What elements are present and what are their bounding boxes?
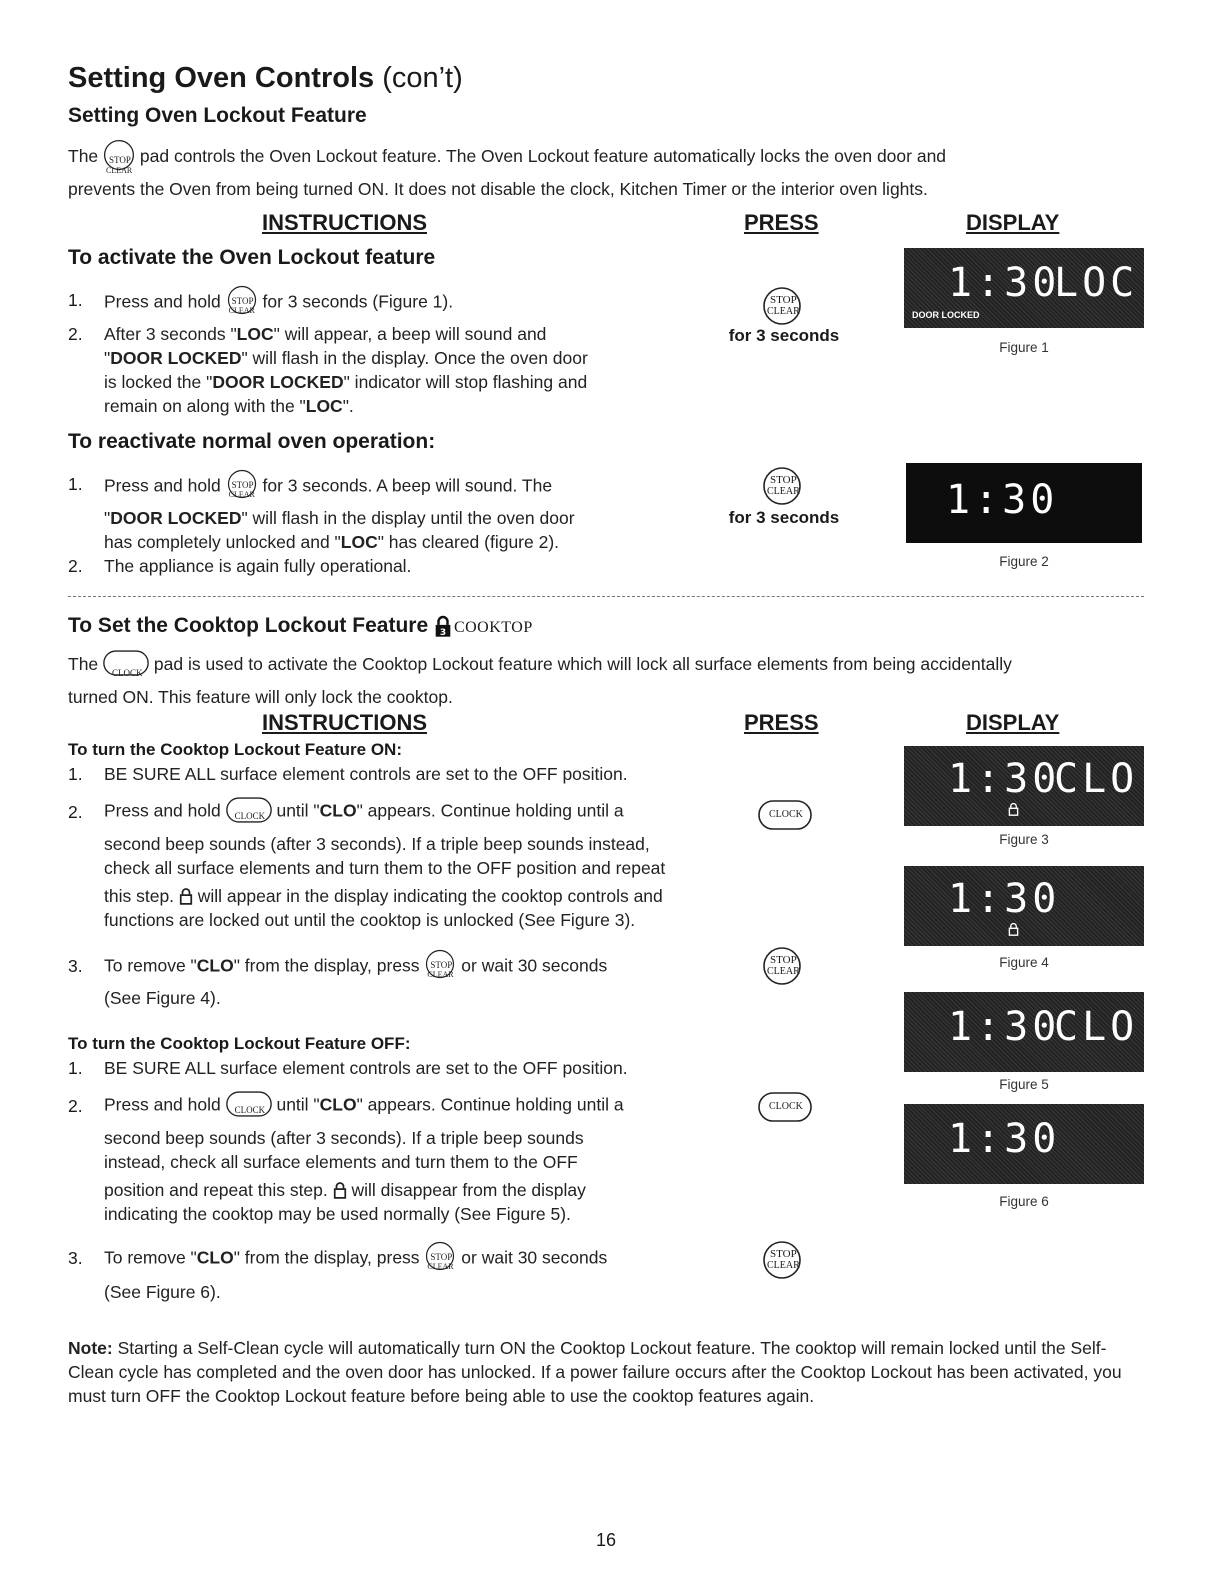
- activate-heading: To activate the Oven Lockout feature: [68, 246, 436, 269]
- display-time: 1:30: [946, 477, 1059, 523]
- note-paragraph: [68, 1336, 1148, 1408]
- section-divider: [68, 596, 1144, 597]
- step-number: 1.: [68, 1058, 83, 1078]
- t: To remove ": [104, 955, 197, 976]
- display-figure-5: [904, 992, 1144, 1072]
- intro-text-cont: pad is used to activate the Cooktop Lockout feature which will lock all surface elements from being accidentally: [149, 654, 1012, 674]
- clear-label: CLEAR: [767, 486, 800, 497]
- figure-caption: Figure 4: [999, 955, 1049, 970]
- t: check all surface elements and turn them to the OFF position and repeat: [104, 858, 666, 878]
- t: Press and hold: [104, 1094, 226, 1115]
- step-number: 3.: [68, 956, 83, 976]
- t: will appear in the display indicating the cooktop controls and: [192, 886, 663, 906]
- figure-caption: Figure 1: [999, 340, 1049, 355]
- stop-clear-pad-icon: [424, 1241, 456, 1271]
- display-word: LOC: [1054, 260, 1139, 306]
- stop-label: STOP: [231, 480, 254, 490]
- t: this step.: [104, 886, 179, 906]
- clear-label: CLEAR: [427, 970, 454, 979]
- step-number: 2.: [68, 324, 83, 344]
- step-number: 1.: [68, 764, 83, 784]
- t: until ": [271, 1094, 320, 1115]
- t: functions are locked out until the cooktop is unlocked (See Figure 3).: [104, 910, 636, 930]
- b: CLO: [196, 1247, 234, 1268]
- off-step-3: [104, 1244, 734, 1274]
- t: until ": [271, 800, 320, 821]
- t: " from the display, press: [233, 955, 425, 976]
- clock-label: CLOCK: [112, 668, 143, 679]
- t: is locked the ": [104, 372, 213, 392]
- activate-step-1: [104, 288, 664, 318]
- t: for 3 seconds. A beep will sound. The: [257, 475, 553, 496]
- display-time: 1:30: [948, 260, 1061, 306]
- t: or wait 30 seconds: [456, 955, 608, 976]
- stop-label: STOP: [109, 155, 131, 166]
- t: Press and hold: [104, 800, 226, 821]
- t: or wait 30 seconds: [456, 1247, 608, 1268]
- intro-text: The: [68, 654, 104, 674]
- t: has completely unlocked and ": [104, 532, 341, 552]
- stop-clear-pad-icon: [762, 946, 802, 986]
- step-number: 2.: [68, 1096, 83, 1116]
- reactivate-step-1: [104, 472, 704, 502]
- t: ": [104, 348, 111, 368]
- on-step-1: BE SURE ALL surface element controls are set to the OFF position.: [104, 764, 628, 784]
- clear-label: CLEAR: [767, 306, 800, 317]
- title-normal: (con’t): [374, 62, 463, 94]
- col-display: DISPLAY: [966, 710, 1060, 735]
- figure-caption: Figure 3: [999, 832, 1049, 847]
- cooktop-label: COOKTOP: [453, 619, 533, 636]
- clear-label: CLEAR: [427, 1262, 454, 1271]
- reactivate-heading: To reactivate normal oven operation:: [68, 430, 436, 453]
- clear-label: CLEAR: [228, 490, 255, 499]
- figure-caption: Figure 5: [999, 1077, 1049, 1092]
- clock-pad-icon: [103, 649, 149, 677]
- on-step-2-cont2: [104, 884, 734, 932]
- stop-clear-pad-icon: [424, 949, 456, 979]
- intro-text-cont: pad controls the Oven Lockout feature. The Oven Lockout feature automatically locks the oven door and: [135, 146, 947, 166]
- step-number: 1.: [68, 474, 83, 494]
- clock-pad-icon: [758, 800, 812, 830]
- step-number: 1.: [68, 290, 83, 310]
- clock-label: CLOCK: [769, 1101, 803, 1112]
- col-press: PRESS: [744, 710, 819, 735]
- stop-clear-pad-icon: [762, 286, 802, 326]
- b: CLO: [196, 955, 234, 976]
- title-bold: Setting Oven Controls: [68, 62, 375, 94]
- display-figure-6: [904, 1104, 1144, 1184]
- lock-icon: [1008, 922, 1019, 939]
- stop-label: STOP: [770, 1248, 797, 1260]
- t: position and repeat this step.: [104, 1180, 333, 1200]
- intro-line2: prevents the Oven from being turned ON. It does not disable the clock, Kitchen Timer or the interior oven lights.: [68, 179, 928, 200]
- activate-step-2: [104, 322, 704, 418]
- t: " will flash in the display until the oven door: [241, 508, 575, 528]
- stop-clear-pad-icon: [103, 139, 135, 176]
- intro-text: The: [68, 146, 104, 166]
- b: CLO: [319, 1094, 357, 1115]
- step-text-cont: for 3 seconds (Figure 1).: [257, 291, 454, 312]
- press-duration-label: for 3 seconds: [728, 508, 840, 527]
- note-text: Starting a Self-Clean cycle will automatically turn ON the Cooktop Lockout feature. The cooktop will remain locked until the Self-Clean cycle has completed and the oven door has unlocked. If a power failure occurs after the Cooktop Lockout has been activated, you must turn OFF the Cooktop Lockout feature before being able to use the cooktop features again.: [68, 1338, 1122, 1406]
- b: LOC: [236, 324, 274, 344]
- t: Press and hold: [104, 475, 226, 496]
- display-time: 1:30: [948, 876, 1061, 922]
- note-label: Note:: [68, 1338, 113, 1358]
- intro-line2: turned ON. This feature will only lock the cooktop.: [68, 687, 453, 707]
- t: second beep sounds (after 3 seconds). If a triple beep sounds instead,: [104, 834, 650, 854]
- stop-clear-pad-icon: [762, 1240, 802, 1280]
- oven-intro: [68, 140, 1158, 206]
- t: ": [104, 508, 111, 528]
- b: CLO: [319, 800, 357, 821]
- b: LOC: [305, 396, 343, 416]
- stop-label: STOP: [770, 294, 797, 306]
- cooktop-intro: [68, 648, 1158, 714]
- lock-icon: [333, 1181, 347, 1199]
- t: ".: [342, 396, 354, 416]
- stop-clear-pad-icon: [226, 469, 258, 499]
- display-time: 1:30: [948, 1004, 1061, 1050]
- t: " from the display, press: [233, 1247, 425, 1268]
- stop-label: STOP: [231, 296, 254, 306]
- stop-clear-pad-icon: [226, 285, 258, 315]
- stop-label: STOP: [770, 954, 797, 966]
- door-locked-indicator: DOOR LOCKED: [912, 310, 980, 320]
- display-time: 1:30: [948, 756, 1061, 802]
- display-figure-3: [904, 746, 1144, 826]
- display-figure-4: [904, 866, 1144, 946]
- display-word: CLO: [1054, 1004, 1139, 1050]
- clear-label: CLEAR: [106, 166, 133, 176]
- col-display: DISPLAY: [966, 210, 1060, 235]
- figure-caption: Figure 6: [999, 1194, 1049, 1209]
- page-title: [68, 62, 463, 95]
- col-press: PRESS: [744, 210, 819, 235]
- clock-pad-icon: [758, 1092, 812, 1122]
- off-step-2-cont: [104, 1126, 724, 1174]
- on-step-2-cont: [104, 832, 734, 880]
- figure-caption: Figure 2: [999, 554, 1049, 569]
- on-step-2: [104, 798, 724, 826]
- display-figure-2: [906, 463, 1142, 543]
- display-figure-1: [904, 248, 1144, 328]
- b: LOC: [340, 532, 378, 552]
- clock-label: CLOCK: [234, 811, 266, 821]
- reactivate-step-2: The appliance is again fully operational.: [104, 556, 412, 576]
- clear-label: CLEAR: [228, 306, 255, 315]
- on-step-3-cont: (See Figure 4).: [104, 988, 221, 1008]
- step-number: 3.: [68, 1248, 83, 1268]
- display-word: CLO: [1054, 756, 1139, 802]
- t: second beep sounds (after 3 seconds). If a triple beep sounds: [104, 1128, 584, 1148]
- clock-label: CLOCK: [234, 1105, 266, 1115]
- off-step-2: [104, 1092, 724, 1120]
- t: instead, check all surface elements and turn them to the OFF: [104, 1152, 578, 1172]
- step-number: 2.: [68, 556, 83, 576]
- clock-label: CLOCK: [769, 809, 803, 820]
- svg-text:3: 3: [439, 628, 447, 638]
- step-number: 2.: [68, 802, 83, 822]
- clear-label: CLEAR: [767, 1260, 800, 1271]
- stop-label: STOP: [770, 474, 797, 486]
- cooktop-off-heading: To turn the Cooktop Lockout Feature OFF:: [68, 1034, 411, 1053]
- off-step-3-cont: (See Figure 6).: [104, 1282, 221, 1302]
- t: " has cleared (figure 2).: [377, 532, 560, 552]
- press-duration-label: for 3 seconds: [728, 326, 840, 345]
- heading-text: To Set the Cooktop Lockout Feature: [68, 614, 434, 637]
- t: To remove ": [104, 1247, 197, 1268]
- t: indicating the cooktop may be used normally (See Figure 5).: [104, 1204, 571, 1224]
- stop-label: STOP: [430, 1252, 453, 1262]
- b: DOOR LOCKED: [110, 348, 242, 368]
- col-instructions: INSTRUCTIONS: [262, 710, 427, 735]
- clear-label: CLEAR: [767, 966, 800, 977]
- stop-label: STOP: [430, 960, 453, 970]
- section-subtitle: Setting Oven Lockout Feature: [68, 104, 367, 127]
- off-step-1: BE SURE ALL surface element controls are set to the OFF position.: [104, 1058, 628, 1078]
- clock-pad-icon: [226, 1090, 272, 1118]
- col-instructions: INSTRUCTIONS: [262, 210, 427, 235]
- page-number: 16: [595, 1530, 617, 1550]
- lock-icon: [1008, 802, 1019, 819]
- off-step-2-cont2: [104, 1178, 724, 1226]
- lock-icon: [179, 887, 193, 905]
- stop-clear-pad-icon: [762, 466, 802, 506]
- display-time: 1:30: [948, 1116, 1061, 1162]
- on-step-3: [104, 952, 734, 982]
- cooktop-heading: [68, 614, 533, 638]
- t: After 3 seconds ": [104, 324, 237, 344]
- t: " indicator will stop flashing and: [343, 372, 588, 392]
- reactivate-step-1-cont: [104, 506, 704, 554]
- b: DOOR LOCKED: [212, 372, 344, 392]
- step-text: Press and hold: [104, 291, 226, 312]
- b: DOOR LOCKED: [110, 508, 242, 528]
- t: " will appear, a beep will sound and: [273, 324, 547, 344]
- t: will disappear from the display: [346, 1180, 586, 1200]
- t: " will flash in the display. Once the oven door: [241, 348, 588, 368]
- t: " appears. Continue holding until a: [356, 800, 624, 821]
- t: " appears. Continue holding until a: [356, 1094, 624, 1115]
- clock-pad-icon: [226, 796, 272, 824]
- lock-icon: [434, 614, 454, 638]
- cooktop-on-heading: To turn the Cooktop Lockout Feature ON:: [68, 740, 402, 759]
- t: remain on along with the ": [104, 396, 306, 416]
